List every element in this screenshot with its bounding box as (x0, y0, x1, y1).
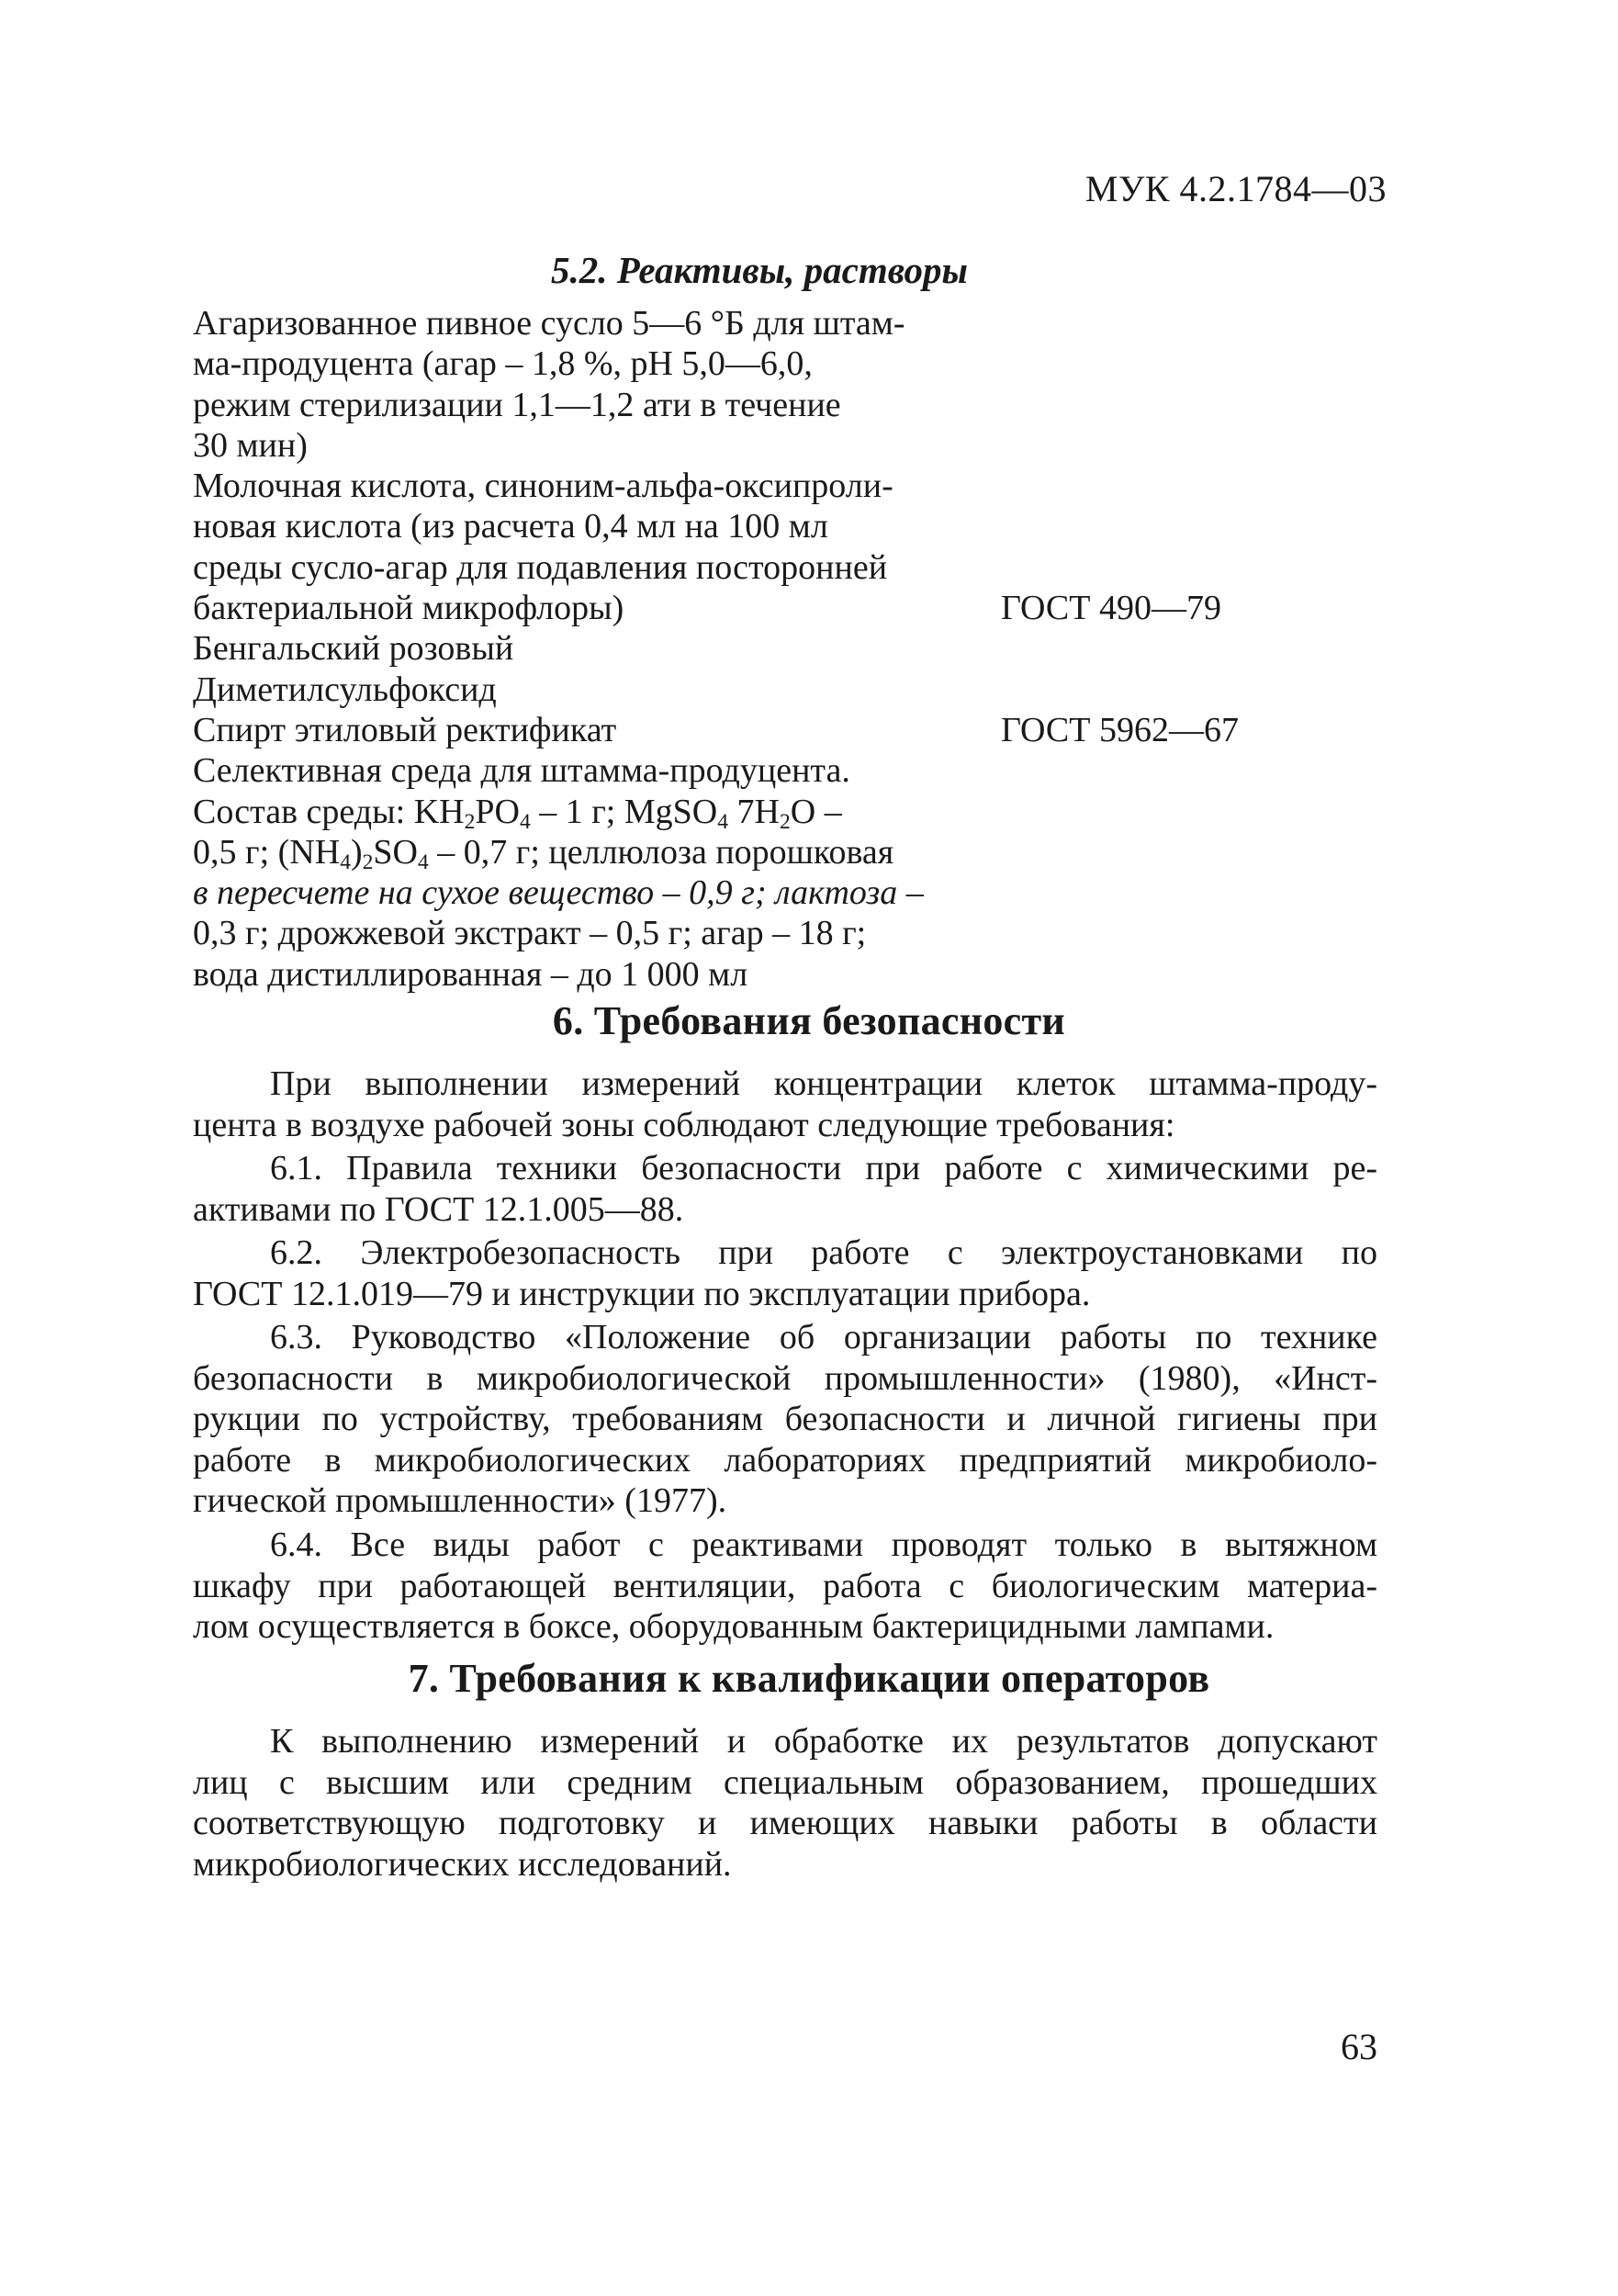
safety-intro-paragraph: При выполнении измерений концентрации клеток штамма-проду- цента в воздухе рабочей зоны соблюдают следующие требования: (193, 1064, 1377, 1144)
reagents-list (193, 303, 1276, 995)
page-number: 63 (1341, 2026, 1377, 2067)
reagent-line: режим стерилизации 1,1—1,2 ати в течение (193, 385, 841, 424)
composition-line: 0,5 г; $(NH_4)_2SO_4 - 0,7$ г; целлюлоза порошковая (193, 832, 894, 874)
reagent-line-gost-490: бактериальной микрофлоры) ГОСТ 490—79 (193, 589, 1221, 628)
composition-line: вода дистиллированная – до 1 000 мл (193, 954, 748, 994)
reagent-line: Молочная кислота, синоним-альфа-оксипроли- (193, 467, 893, 506)
reagent-line: Селективная среда для штамма-продуцента. (193, 751, 850, 791)
reagent-line: 30 мин) (193, 425, 308, 465)
composition-line: Состав среды: $KH_2PO_4 - 1$ г; MgSO$_4$ $7H_2O$ – (193, 792, 842, 834)
composition-line: 0,3 г; дрожжевой экстракт – 0,5 г; агар – 18 г; (193, 914, 867, 953)
gost-reference: ГОСТ 5962—67 (1001, 710, 1239, 749)
qualification-paragraph: К выполнению измерений и обработке их результатов допускают лиц с высшим или средним специальным образованием, прошедших соответствующую подготовку и имеющих навыки работы в области микробиологических исследований. (193, 1722, 1377, 1884)
reagent-line: среды сусло-агар для подавления посторонней (193, 547, 888, 587)
subsection-title-reagents: 5.2. Реактивы, растворы (551, 249, 968, 291)
reagent-line: ма-продуцента (агар – 1,8 %, pH 5,0—6,0, (193, 344, 813, 384)
safety-item-6-4: 6.4. Все виды работ с реактивами проводят только в вытяжном шкафу при работающей вентиляции, работа с биологическим материа- лом осуществляется в боксе, оборудованным бактерицидными лампами. (193, 1525, 1377, 1646)
section-heading-safety: 6. Требования безопасности (552, 998, 1066, 1043)
safety-item-6-2: 6.2. Электробезопасность при работе с электроустановками по ГОСТ 12.1.019—79 и инструкции по эксплуатации прибора. (193, 1233, 1377, 1313)
reagent-line: новая кислота (из расчета 0,4 мл на 100 мл (193, 507, 828, 546)
safety-item-6-3: 6.3. Руководство «Положение об организации работы по технике безопасности в микробиологической промышленности» (1980), «Инст- рукции по устройству, требованиям безопасности и личной гигиены при работе в микробиологических лабораториях предприятий микробиоло- гической промышленности» (1977). (193, 1318, 1377, 1520)
safety-item-6-1: 6.1. Правила техники безопасности при работе с химическими ре- активами по ГОСТ 12.1.005—88. (193, 1149, 1377, 1229)
document-code: МУК 4.2.1784—03 (1084, 168, 1387, 209)
section-heading-qualification: 7. Требования к квалификации операторов (408, 1656, 1210, 1701)
reagent-line: Агаризованное пивное сусло 5—6 °Б для штам- (193, 304, 905, 343)
reagent-line: Бенгальский розовый (193, 629, 514, 669)
composition-line: в пересчете на сухое вещество – 0,9 г; лактоза – (193, 873, 924, 913)
reagent-line-gost-5962: Спирт этиловый ректификат ГОСТ 5962—67 (193, 710, 1239, 749)
gost-reference: ГОСТ 490—79 (1001, 589, 1221, 628)
reagent-line: Диметилсульфоксид (193, 670, 497, 709)
